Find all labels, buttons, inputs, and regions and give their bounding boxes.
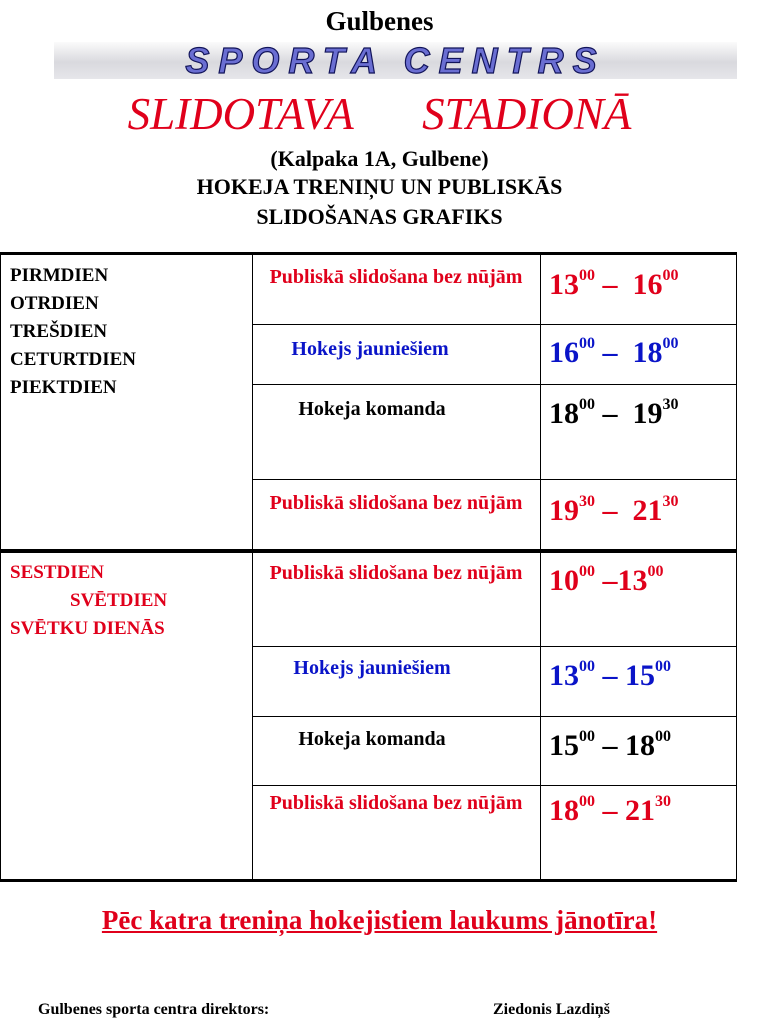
schedule-title-line-2: SLIDOŠANAS GRAFIKS	[256, 204, 503, 229]
day-label: PIRMDIEN	[10, 265, 109, 286]
activity-hockey-team: Hokeja komanda	[298, 398, 446, 420]
day-label: SVĒTDIEN	[70, 590, 168, 611]
section-divider	[0, 549, 737, 553]
day-label: SVĒTKU DIENĀS	[10, 618, 165, 639]
activity-youth-hockey: Hokejs jauniešiem	[291, 338, 449, 360]
activity-youth-hockey: Hokejs jauniešiem	[293, 657, 451, 679]
time-range: $13^{00} - 16^{00}$	[549, 267, 679, 301]
row-divider	[252, 646, 737, 647]
day-label: TREŠDIEN	[10, 321, 108, 342]
activity-public-skating: Publiskā slidošana bez nūjām	[269, 562, 523, 584]
director-label: Gulbenes sporta centra direktors:	[38, 1001, 270, 1018]
day-label: SESTDIEN	[10, 562, 104, 583]
day-label: CETURTDIEN	[10, 349, 137, 370]
row-divider	[252, 479, 737, 480]
time-range: $18^{00} - 19^{30}$	[549, 396, 679, 430]
row-divider	[252, 384, 737, 385]
time-range: $13^{00} - 15^{00}$	[549, 658, 671, 692]
time-range: $15^{00} - 18^{00}$	[549, 728, 671, 762]
organization-name: Gulbenes	[325, 6, 434, 36]
table-top-border	[0, 252, 737, 255]
row-divider	[252, 716, 737, 717]
schedule-title-line-1: HOKEJA TRENIŅU UN PUBLISKĀS	[196, 174, 563, 199]
day-label: OTRDIEN	[10, 293, 99, 314]
logo-text: SPORTA CENTRS	[185, 40, 606, 81]
column-divider-times	[540, 255, 541, 880]
time-range: $10^{00}$ $-13^{00}$	[549, 563, 664, 597]
venue-address: (Kalpaka 1A, Gulbene)	[270, 146, 489, 171]
table-left-border	[0, 252, 1, 881]
weekday-days	[10, 262, 136, 402]
time-range: $19^{30} - 21^{30}$	[549, 493, 679, 527]
column-divider-days	[252, 255, 253, 880]
activity-hockey-team: Hokeja komanda	[298, 728, 446, 750]
director-name: Ziedonis Lazdiņš	[493, 1001, 610, 1018]
table-right-border	[736, 252, 737, 881]
activity-public-skating: Publiskā slidošana bez nūjām	[269, 266, 523, 288]
weekend-days	[10, 559, 167, 643]
row-divider	[252, 785, 737, 786]
row-divider	[252, 324, 737, 325]
activity-public-skating: Publiskā slidošana bez nūjām	[269, 492, 523, 514]
activity-public-skating: Publiskā slidošana bez nūjām	[269, 792, 523, 814]
sports-center-logo	[54, 42, 737, 79]
time-range: $16^{00} - 18^{00}$	[549, 335, 679, 369]
time-range: $18^{00} - 21^{30}$	[549, 793, 671, 827]
venue-title: SLIDOTAVA STADIONĀ	[127, 89, 632, 139]
day-label: PIEKTDIEN	[10, 377, 117, 398]
table-bottom-border	[0, 879, 737, 882]
cleaning-warning: Pēc katra treniņa hokejistiem laukums jānotīra!	[101, 905, 658, 935]
